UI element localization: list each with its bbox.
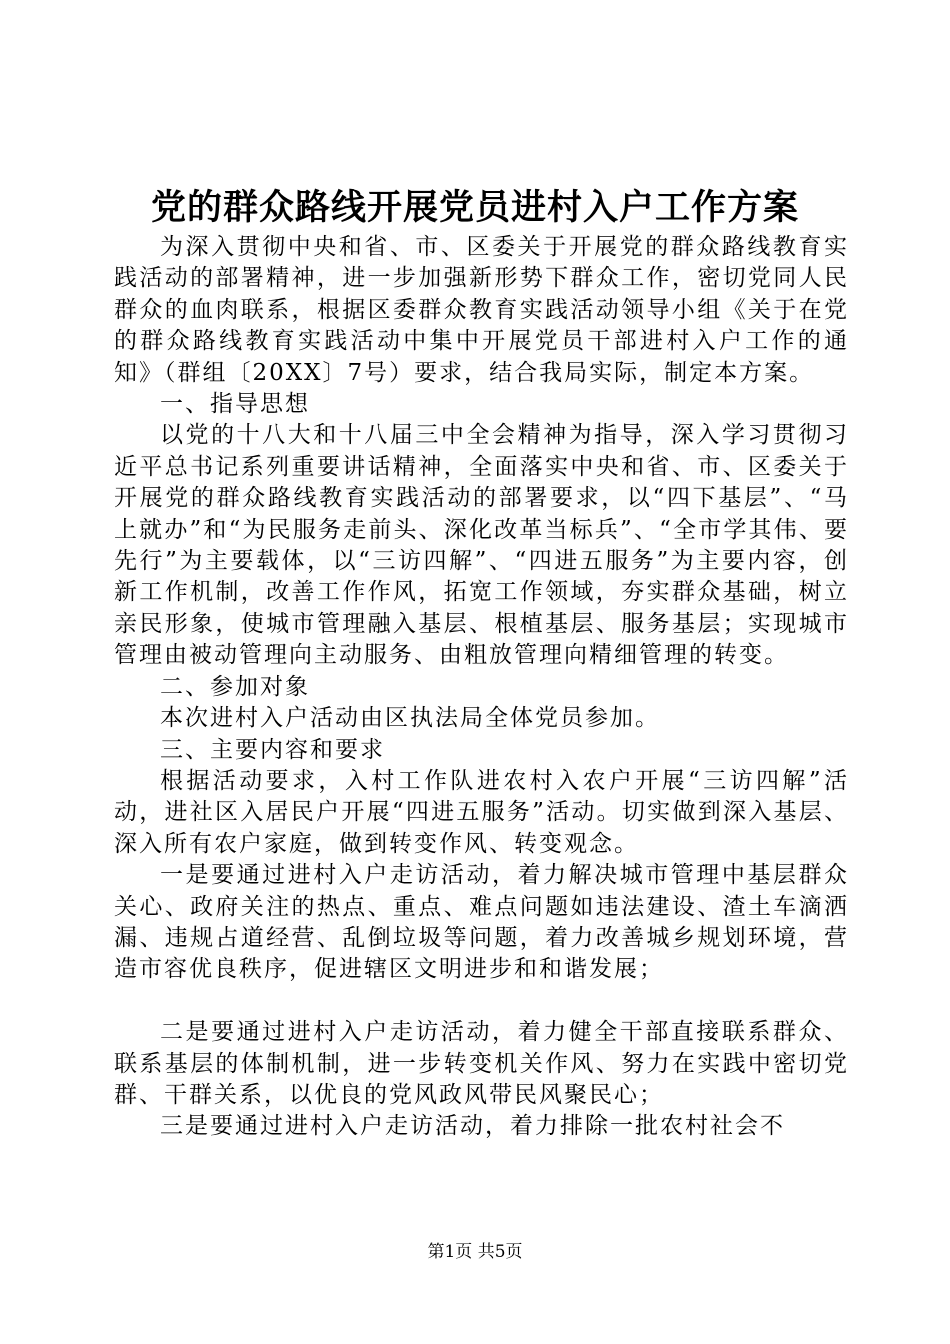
paragraph-guiding-thought: 以党的十八大和十八届三中全会精神为指导，深入学习贯彻习近平总书记系列重要讲话精神，全面落实中央和省、市、区委关于开展党的群众路线教育实践活动的部署要求，以“四下基层”、“马上就办”和“为民服务走前头、深化改革当标兵”、“全市学其伟、要先行”为主要载体，以“三访四解”、“四进五服务”为主要内容，创新工作机制，改善工作作风，拓宽工作领域，夯实群众基础，树立亲民形象，使城市管理融入基层、根植基层、服务基层；实现城市管理由被动管理向主动服务、由粗放管理向精细管理的转变。 xyxy=(114,422,849,669)
page-number-footer: 第1页 共5页 xyxy=(427,1242,523,1262)
section-heading-content-requirements: 三、主要内容和要求 xyxy=(160,736,385,763)
paragraph-point-two: 二是要通过进村入户走访活动，着力健全干部直接联系群众、联系基层的体制机制，进一步转变机关作风、努力在实践中密切党群、干群关系，以优良的党风政风带民风聚民心； xyxy=(114,1019,849,1108)
paragraph-point-three: 三是要通过进村入户走访活动，着力排除一批农村社会不 xyxy=(160,1113,785,1140)
paragraph-participants: 本次进村入户活动由区执法局全体党员参加。 xyxy=(160,705,660,732)
document-title: 党的群众路线开展党员进村入户工作方案 xyxy=(150,187,799,228)
document-body xyxy=(114,232,849,1143)
paragraph-intro: 为深入贯彻中央和省、市、区委关于开展党的群众路线教育实践活动的部署精神，进一步加强新形势下群众工作，密切党同人民群众的血肉联系，根据区委群众教育实践活动领导小组《关于在党的群众路线教育实践活动中集中开展党员干部进村入户工作的通知》（群组〔20XX〕7号）要求，结合我局实际，制定本方案。 xyxy=(114,234,849,386)
section-heading-guiding-thought: 一、指导思想 xyxy=(160,391,310,418)
section-heading-participants: 二、参加对象 xyxy=(160,673,310,700)
paragraph-point-one: 一是要通过进村入户走访活动，着力解决城市管理中基层群众关心、政府关注的热点、重点、难点问题如违法建设、渣土车滴洒漏、违规占道经营、乱倒垃圾等问题，着力改善城乡规划环境，营造市容优良秩序，促进辖区文明进步和和谐发展； xyxy=(114,862,849,983)
paragraph-activity-requirements: 根据活动要求，入村工作队进农村入农户开展“三访四解”活动，进社区入居民户开展“四进五服务”活动。切实做到深入基层、深入所有农户家庭，做到转变作风、转变观念。 xyxy=(114,767,849,857)
